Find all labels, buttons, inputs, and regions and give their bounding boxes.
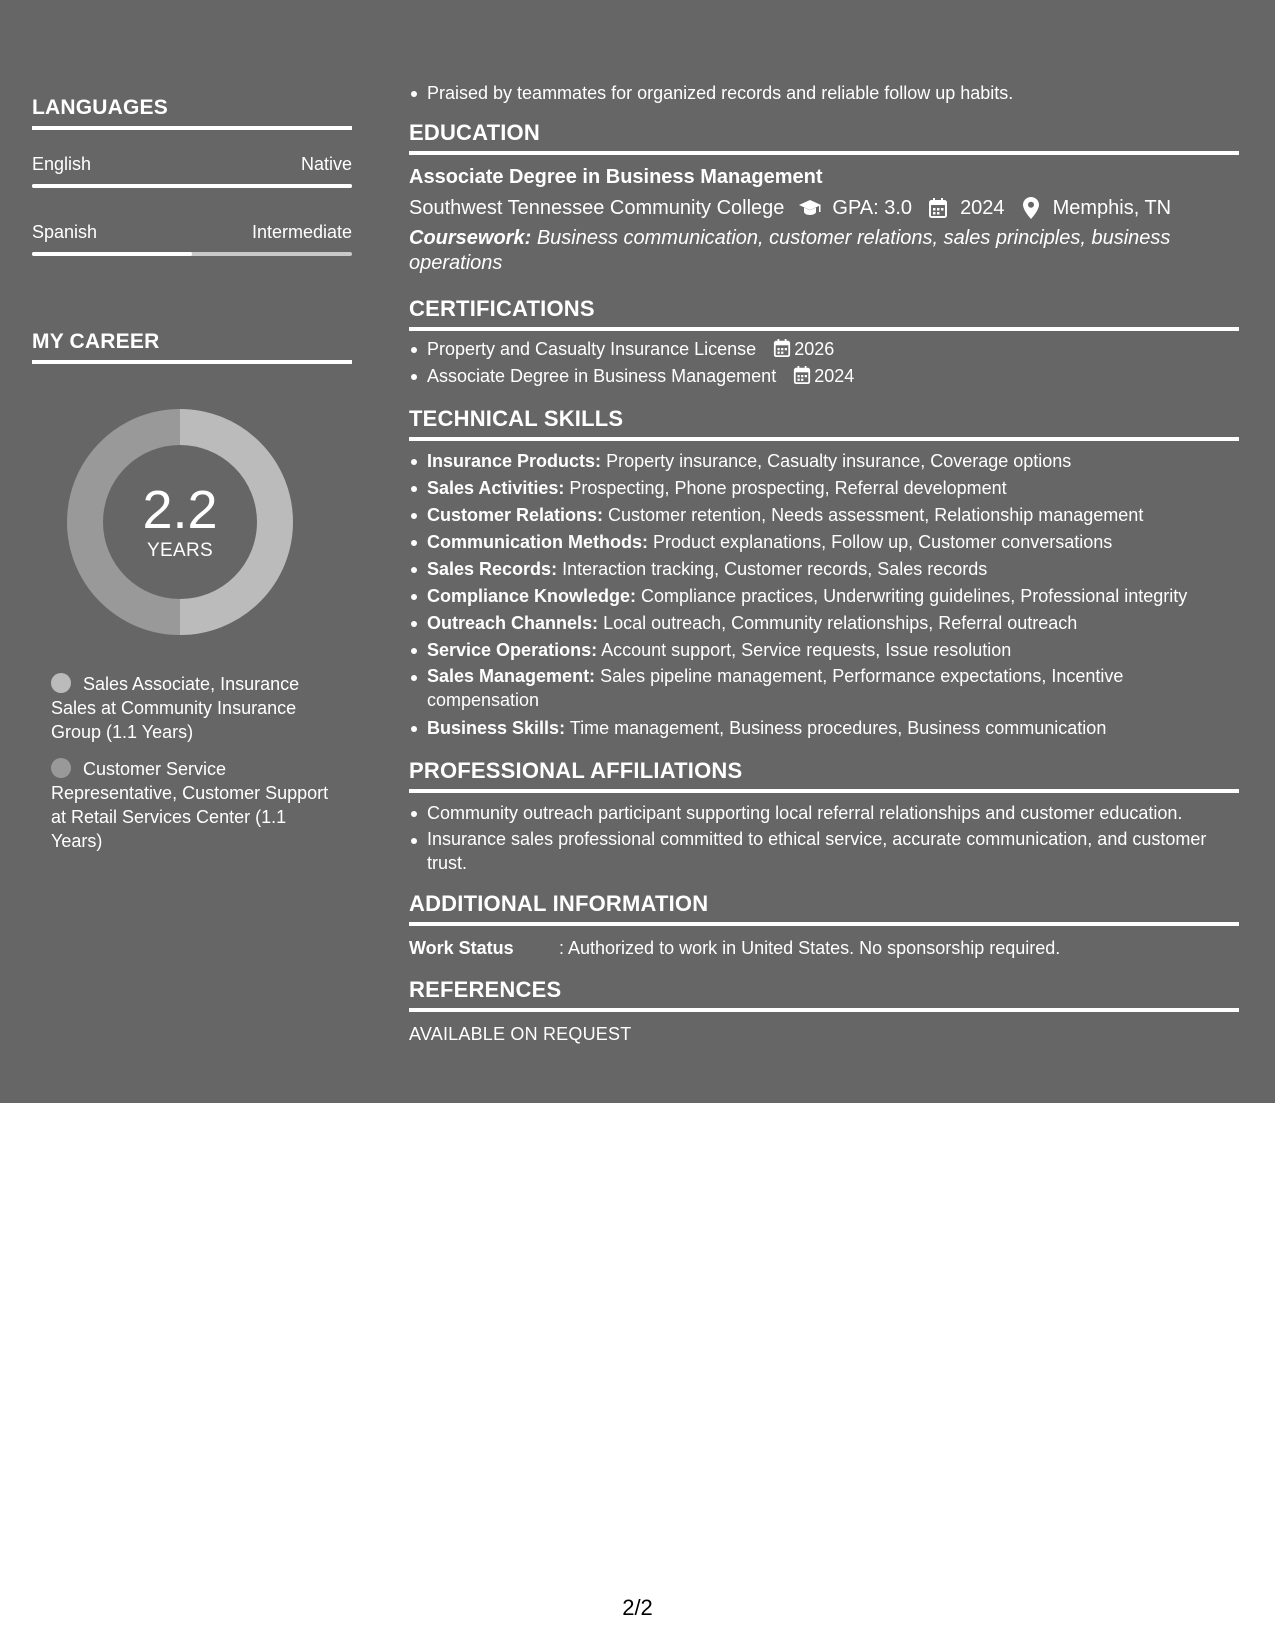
work-status-value: : Authorized to work in United States. No sponsorship required.	[559, 938, 1061, 958]
education-gpa: GPA: 3.0	[832, 197, 913, 219]
technical-skills-list	[409, 448, 1239, 742]
work-status-label: Work Status	[409, 938, 514, 958]
career-legend-item	[51, 672, 333, 744]
education-degree: Associate Degree in Business Management	[409, 166, 823, 188]
career-donut-center	[66, 408, 294, 636]
skill-item	[427, 610, 1239, 637]
references-section	[409, 977, 1239, 1045]
career-legend-label: Sales Associate, Insurance Sales at Community Insurance Group (1.1 Years)	[51, 674, 300, 742]
education-school: Southwest Tennessee Community College	[409, 197, 785, 219]
skill-item	[427, 475, 1239, 502]
education-title: EDUCATION	[409, 120, 1239, 155]
skill-item	[427, 715, 1239, 742]
career-total-years: 2.2	[142, 480, 218, 540]
calendar-icon	[773, 338, 791, 356]
coursework-text: Business communication, customer relations, sales principles, business operations	[409, 227, 1171, 274]
language-proficiency-fill	[32, 252, 192, 256]
skill-value: Account support, Service requests, Issue resolution	[601, 640, 1012, 660]
skill-item	[427, 583, 1239, 610]
career-legend	[51, 672, 333, 853]
affiliations-section	[409, 758, 1239, 875]
career-title: MY CAREER	[32, 330, 352, 364]
certification-item	[427, 363, 1239, 390]
references-text: AVAILABLE ON REQUEST	[409, 1024, 632, 1044]
skill-label: Sales Records:	[427, 559, 558, 579]
certifications-section	[409, 296, 1239, 390]
skill-item	[427, 664, 1239, 715]
skill-item	[427, 556, 1239, 583]
certification-year: 2026	[794, 339, 835, 359]
skill-value: Time management, Business procedures, Business communication	[569, 718, 1107, 738]
language-proficiency-bar	[32, 252, 352, 256]
education-section	[409, 120, 1239, 276]
calendar-icon	[926, 197, 950, 219]
skill-item	[427, 502, 1239, 529]
references-title: REFERENCES	[409, 977, 1239, 1012]
affiliation-item: Insurance sales professional committed to ethical service, accurate communication, and customer trust.	[427, 827, 1239, 875]
skill-value: Interaction tracking, Customer records, Sales records	[562, 559, 988, 579]
career-donut-chart	[66, 408, 294, 636]
languages-title: LANGUAGES	[32, 96, 352, 130]
skill-label: Insurance Products:	[427, 451, 602, 471]
skill-label: Outreach Channels:	[427, 613, 599, 633]
affiliations-title: PROFESSIONAL AFFILIATIONS	[409, 758, 1239, 793]
skill-label: Sales Activities:	[427, 478, 565, 498]
skill-label: Customer Relations:	[427, 505, 604, 525]
skill-value: Property insurance, Casualty insurance, Coverage options	[606, 451, 1072, 471]
language-level: Intermediate	[251, 222, 352, 242]
language-name: English	[32, 154, 92, 174]
skill-value: Prospecting, Phone prospecting, Referral development	[569, 478, 1007, 498]
technical-skills-title: TECHNICAL SKILLS	[409, 406, 1239, 441]
skill-label: Compliance Knowledge:	[427, 586, 637, 606]
certification-item	[427, 336, 1239, 363]
affiliation-item: Community outreach participant supporting local referral relationships and customer education.	[427, 800, 1239, 827]
main-content	[409, 80, 1239, 1045]
page-number: 2/2	[622, 1595, 653, 1620]
map-pin-icon	[1019, 197, 1043, 219]
technical-skills-section	[409, 406, 1239, 742]
additional-info-title: ADDITIONAL INFORMATION	[409, 891, 1239, 926]
skill-value: Compliance practices, Underwriting guidelines, Professional integrity	[641, 586, 1188, 606]
skill-item	[427, 637, 1239, 664]
legend-dot-icon	[51, 758, 71, 778]
skill-value: Sales pipeline management, Performance expectations, Incentive compensation	[427, 666, 1124, 710]
skill-label: Business Skills:	[427, 718, 566, 738]
skill-label: Communication Methods:	[427, 532, 648, 552]
certification-name: Property and Casualty Insurance License	[427, 339, 757, 359]
skill-label: Sales Management:	[427, 666, 596, 686]
skill-value: Local outreach, Community relationships, Referral outreach	[603, 613, 1078, 633]
graduation-cap-icon	[798, 197, 822, 219]
education-year: 2024	[960, 197, 1005, 219]
coursework-label: Coursework:	[409, 227, 532, 249]
certifications-title: CERTIFICATIONS	[409, 296, 1239, 331]
career-legend-label: Customer Service Representative, Customer Support at Retail Services Center (1.1 Years)	[51, 759, 329, 851]
language-item-spanish	[32, 222, 352, 256]
education-coursework	[409, 226, 1239, 276]
sidebar	[32, 96, 352, 866]
education-location: Memphis, TN	[1052, 197, 1172, 219]
certification-name: Associate Degree in Business Management	[427, 366, 777, 386]
career-legend-item	[51, 757, 333, 853]
additional-info-section	[409, 891, 1239, 961]
language-name: Spanish	[32, 222, 98, 242]
certifications-list	[409, 336, 1239, 390]
language-proficiency-bar	[32, 184, 352, 188]
language-level: Native	[300, 154, 352, 174]
calendar-icon	[793, 365, 811, 383]
legend-dot-icon	[51, 673, 71, 693]
list-item: Praised by teammates for organized records and reliable follow up habits.	[427, 80, 1239, 107]
language-proficiency-fill	[32, 184, 352, 188]
affiliations-list	[409, 800, 1239, 875]
work-status-row	[409, 935, 1239, 961]
experience-tail-list	[409, 80, 1239, 107]
skill-item	[427, 529, 1239, 556]
skill-label: Service Operations:	[427, 640, 598, 660]
language-item-english	[32, 154, 352, 188]
skill-item	[427, 448, 1239, 475]
skill-value: Customer retention, Needs assessment, Relationship management	[608, 505, 1144, 525]
certification-year: 2024	[814, 366, 855, 386]
education-meta	[409, 194, 1239, 222]
career-total-unit: YEARS	[147, 540, 213, 561]
skill-value: Product explanations, Follow up, Customer conversations	[653, 532, 1113, 552]
